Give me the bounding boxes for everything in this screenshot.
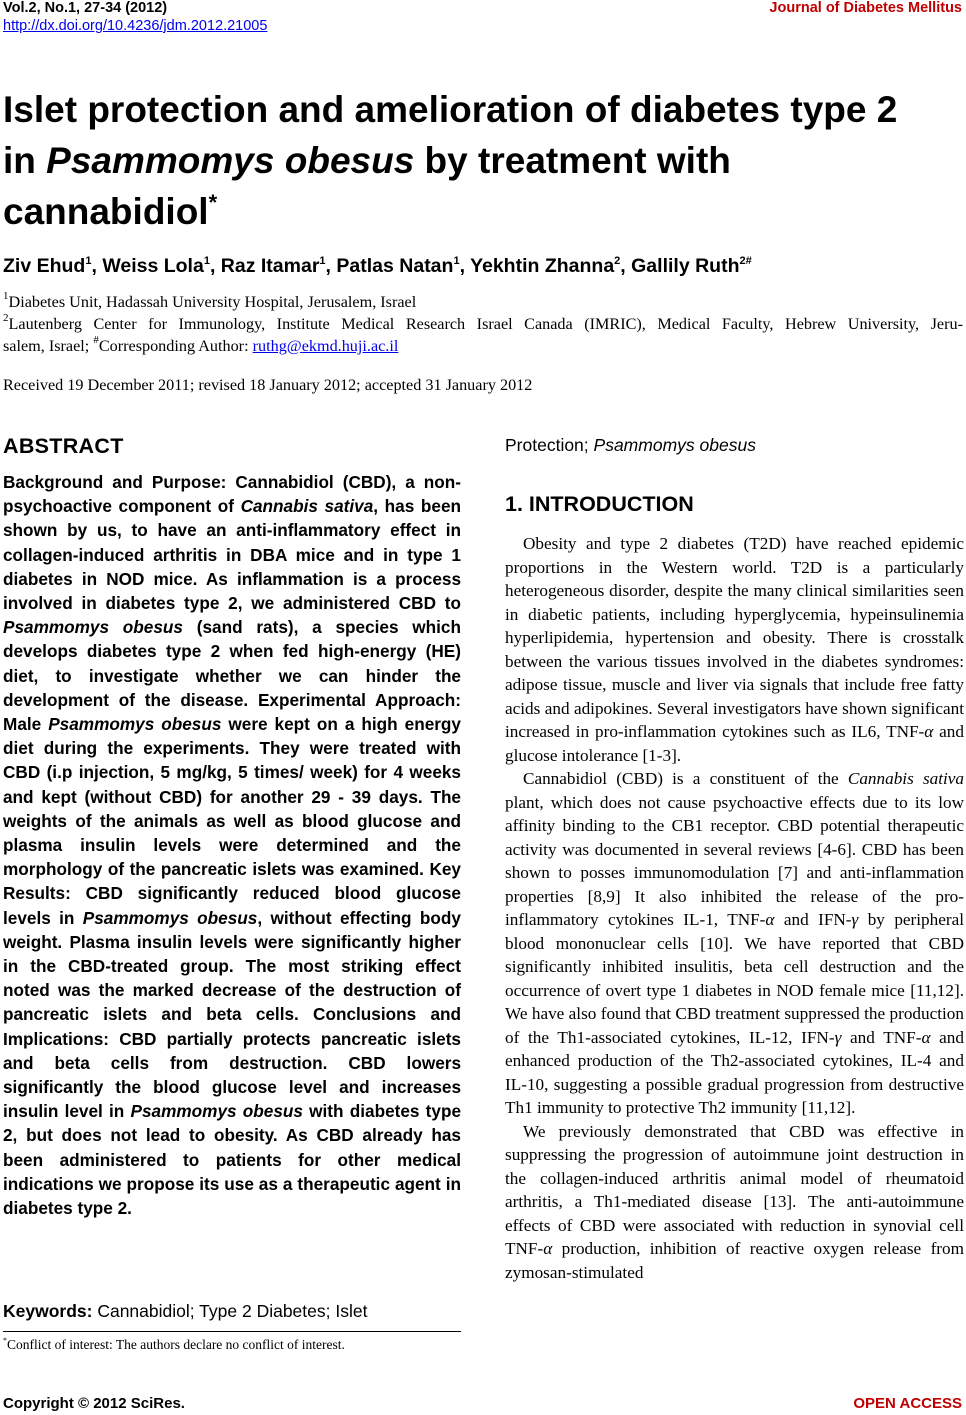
title-footnote-mark: * xyxy=(208,190,218,215)
paper-title xyxy=(3,84,963,237)
affiliation-1 xyxy=(3,292,963,313)
abstract-italic: Cannabis sativa xyxy=(240,496,374,517)
author-name: Ziv Ehud xyxy=(3,255,86,277)
corresponding-label: Corresponding Author: xyxy=(98,337,253,355)
author-name: Weiss Lola xyxy=(102,255,204,277)
intro-text: and glucose intolerance [1-3]. xyxy=(505,722,964,765)
intro-italic: Cannabis sativa xyxy=(847,769,965,788)
abstract-text: , has been shown by us, to have an anti-inflammatory effect in collagen-induced arthritis in DBA mice and in type 1 diabetes in NOD mice. As inflammation is a process involved in diabetes type 2, we administered CBD to xyxy=(3,496,462,614)
abstract-text: Background and Purpose: Cannabidiol (CBD), a non-psychoactive component of xyxy=(3,472,461,517)
author-separator: , xyxy=(91,255,103,277)
author-affiliation-mark: 2# xyxy=(739,255,752,267)
author-separator: , xyxy=(459,255,471,277)
introduction-heading: 1. INTRODUCTION xyxy=(505,492,694,516)
intro-text: and IFN- xyxy=(774,910,852,929)
author-affiliation-mark: 1 xyxy=(453,255,460,267)
introduction-body xyxy=(505,532,964,1284)
intro-text: and enhanced production of the Th2-associated cytokines, IL-4 and IL-10, suggesting a possible gradual progression from destructive Th1 immunity to protective Th2 immunity [11,12]. xyxy=(505,1027,964,1117)
open-access-label: OPEN ACCESS xyxy=(853,1395,962,1412)
keywords xyxy=(3,1299,461,1323)
journal-volume: Vol.2, No.1, 27-34 (2012) xyxy=(3,0,168,16)
abstract-text: (sand rats), a species which develops diabetes type 2 when fed high-energy (HE) diet, to investigate whether we can hinder the development of the disease. Experimental Approach: Male xyxy=(3,617,461,735)
intro-text: plant, which does not cause psychoactive effects due to its low affinity binding to the CB1 receptor. CBD potential therapeutic activity was documented in several reviews [4-6]. CBD has been shown to posses immunomodulation [7] and anti-inflammation properties [8,9] It also inhibited the release of the pro-inflammatory cytokines IL-1, TNF- xyxy=(505,792,964,929)
intro-greek: γ xyxy=(851,910,859,929)
intro-text: by peripheral blood mononuclear cells [10]. We have reported that CBD significantly inhibited insulitis, beta cell destruction and the occurrence of overt type 1 diabetes in NOD female mice [11,12]. We have also found that CBD treatment suppressed the production of the Th1-associated cytokines, IL-12, IFN- xyxy=(505,910,964,1047)
keywords-continued xyxy=(505,433,756,457)
title-species: Psammomys obesus xyxy=(46,140,415,181)
abstract-italic: Psammomys obesus xyxy=(48,714,222,735)
intro-paragraph-1 xyxy=(505,532,964,767)
footnote xyxy=(3,1336,345,1354)
abstract-italic: Psammomys obesus xyxy=(130,1101,303,1122)
affiliation-2-cont: salem, Israel; xyxy=(3,337,94,355)
intro-greek: γ xyxy=(834,1027,842,1047)
abstract-text: , without effecting body weight. Plasma insulin levels were significantly higher in the CBD-treated group. The most striking effect noted was the marked decrease of the destruction of pancreatic islets and beta cells. Conclusions and Implications: CBD partially protects pancreatic islets and beta cells from destruction. CBD lowers significantly the blood glucose level and increases insulin level in xyxy=(3,907,461,1122)
title-line-2-rest: by treatment with xyxy=(414,140,731,181)
intro-greek: α xyxy=(543,1239,553,1258)
footnote-text: Conflict of interest: The authors declare no conflict of interest. xyxy=(7,1337,345,1352)
abstract-text: with diabetes type 2, but does not lead to obesity. As CBD already has been administered to patients for other medical indications we propose its use as a therapeutic agent in diabetes type 2. xyxy=(3,1101,462,1219)
intro-paragraph-2 xyxy=(505,767,964,1120)
affiliation-2-text: Lautenberg Center for Immunology, Institute Medical Research Israel Canada (IMRIC), Medical Faculty, Hebrew University, Jeru- xyxy=(8,315,963,333)
abstract-italic: Psammomys obesus xyxy=(3,617,183,638)
received-dates: Received 19 December 2011; revised 18 January 2012; accepted 31 January 2012 xyxy=(3,376,533,394)
author-separator: , xyxy=(620,255,632,277)
intro-text: production, inhibition of reactive oxygen release from zymosan-stimulated xyxy=(505,1239,964,1282)
copyright: Copyright © 2012 SciRes. xyxy=(3,1395,185,1412)
intro-greek: α xyxy=(765,910,775,929)
intro-greek: α xyxy=(924,722,934,741)
journal-name: Journal of Diabetes Mellitus xyxy=(769,0,962,16)
footnote-mark: * xyxy=(3,1336,7,1345)
intro-text: and TNF- xyxy=(841,1027,922,1047)
abstract-body xyxy=(3,470,461,1220)
keywords-text: Cannabidiol; Type 2 Diabetes; Islet xyxy=(92,1301,368,1321)
intro-text: Obesity and type 2 diabetes (T2D) have reached epidemic proportions in the Western world. T2D is a particularly heterogeneous disorder, despite the many clinical similarities seen in diabetic patients, including hyperglycemia, hypeinsulinemia hyperlipidemia, hypertension and obesity. There is crosstalk between the various tissues involved in the diabetes syndromes: adipose tissue, muscle and liver via signals that include free fatty acids and adipokines. Several investigators have shown significant increased in pro-inflammation cytokines such as IL6, TNF- xyxy=(505,534,964,741)
affiliation-2-continued xyxy=(3,336,963,357)
affiliation-2-mark: 2 xyxy=(3,312,9,324)
title-line-3: cannabidiol xyxy=(3,191,209,232)
author-affiliation-mark: 1 xyxy=(319,255,326,267)
keywords-cont-text: Protection; xyxy=(505,435,594,455)
author-separator: , xyxy=(325,255,337,277)
abstract-italic: Psammomys obesus xyxy=(82,907,258,928)
author-name: Raz Itamar xyxy=(220,255,320,277)
doi-link[interactable]: http://dx.doi.org/10.4236/jdm.2012.21005 xyxy=(3,18,268,34)
abstract-heading: ABSTRACT xyxy=(3,434,124,458)
keywords-label: Keywords: xyxy=(3,1301,93,1321)
affiliation-2 xyxy=(3,314,963,335)
affiliation-1-text: Diabetes Unit, Hadassah University Hospital, Jerusalem, Israel xyxy=(8,293,417,311)
author-name: Gallily Ruth xyxy=(631,255,740,277)
corresponding-email-link[interactable]: ruthg@ekmd.huji.ac.il xyxy=(252,337,399,355)
author-separator: , xyxy=(209,255,221,277)
title-line-1: Islet protection and amelioration of diabetes type 2 xyxy=(3,89,898,130)
abstract-text: were kept on a high energy diet during the experiments. They were treated with CBD (i.p injection, 5 mg/kg, 5 times/ week) for 4 weeks and kept (without CBD) for another 29 - 39 days. The weights of the animals as well as blood glucose and plasma insulin levels were determined and the morphology of the pancreatic islets was examined. Key Results: CBD significantly reduced blood glucose levels in xyxy=(3,714,461,928)
author-name: Yekhtin Zhanna xyxy=(470,255,615,277)
intro-paragraph-3 xyxy=(505,1120,964,1285)
author-affiliation-mark: 1 xyxy=(85,255,92,267)
affiliation-1-mark: 1 xyxy=(3,290,9,302)
author-affiliation-mark: 2 xyxy=(614,255,621,267)
intro-text: Cannabidiol (CBD) is a constituent of the xyxy=(523,769,848,788)
title-in: in xyxy=(3,140,47,181)
intro-greek: α xyxy=(921,1027,931,1047)
intro-text: We previously demonstrated that CBD was effective in suppressing the progression of autoimmune joint destruction in the collagen-induced arthritis animal model of rheumatoid arthritis, a Th1-mediated disease [13]. The anti-autoimmune effects of CBD were associated with reduction in synovial cell TNF- xyxy=(505,1121,964,1258)
author-name: Patlas Natan xyxy=(336,255,454,277)
author-list xyxy=(3,252,963,280)
corresponding-mark: # xyxy=(93,334,99,346)
keywords-cont-italic: Psammomys obesus xyxy=(593,435,756,455)
author-affiliation-mark: 1 xyxy=(203,255,210,267)
footnote-divider xyxy=(3,1331,461,1332)
